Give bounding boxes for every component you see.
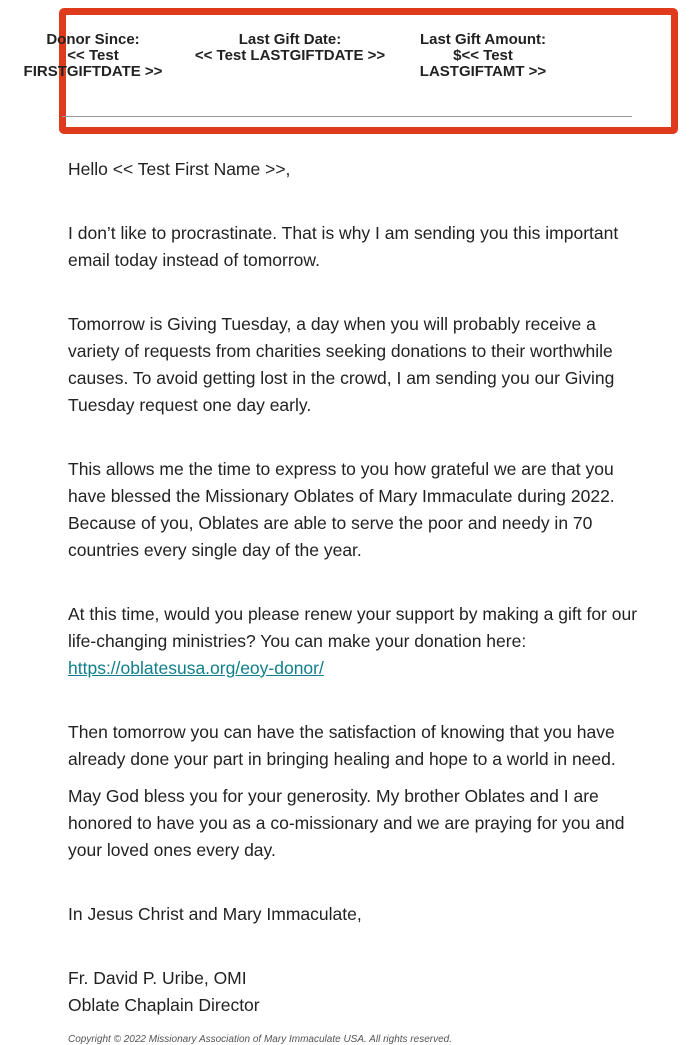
signature-block xyxy=(68,965,638,1019)
donation-link[interactable]: https://oblatesusa.org/eoy-donor/ xyxy=(68,658,324,678)
paragraph-4-text: At this time, would you please renew your support by making a gift for our life-changing ministries? You can make your donation here: xyxy=(68,604,638,651)
header-divider xyxy=(62,116,632,117)
signer-title: Oblate Chaplain Director xyxy=(68,995,260,1015)
donor-since-value: << Test FIRSTGIFTDATE >> xyxy=(23,47,163,80)
last-gift-amount-label: Last Gift Amount: xyxy=(419,31,547,48)
closing: In Jesus Christ and Mary Immaculate, xyxy=(68,904,362,924)
last-gift-date-value: << Test LASTGIFTDATE >> xyxy=(194,47,386,64)
greeting: Hello << Test First Name >>, xyxy=(68,159,291,179)
last-gift-amount-value: $<< Test LASTGIFTAMT >> xyxy=(419,47,547,80)
paragraph-5: Then tomorrow you can have the satisfaction of knowing that you have already done your part in bringing healing and hope to a world in need. xyxy=(68,722,616,769)
paragraph-3: This allows me the time to express to you how grateful we are that you have blessed the Missionary Oblates of Mary Immaculate during 2022. Because of you, Oblates are able to serve the poor and needy in 70 countries every single day of the year. xyxy=(68,459,615,560)
last-gift-date-label: Last Gift Date: xyxy=(238,31,342,48)
paragraph-6: May God bless you for your generosity. My brother Oblates and I are honored to have you as a co-missionary and we are praying for you and your loved ones every day. xyxy=(68,786,625,860)
letter-body xyxy=(68,156,638,1019)
copyright-notice: Copyright © 2022 Missionary Association of Mary Immaculate USA. All rights reserved. xyxy=(68,1034,452,1045)
paragraph-4 xyxy=(68,601,638,682)
donor-since-field xyxy=(13,32,173,80)
last-gift-amount-field xyxy=(408,32,558,80)
donor-since-label: Donor Since: xyxy=(46,31,140,48)
paragraph-1: I don’t like to procrastinate. That is why I am sending you this important email today instead of tomorrow. xyxy=(68,223,619,270)
last-gift-date-field xyxy=(190,32,390,64)
signer-name: Fr. David P. Uribe, OMI xyxy=(68,968,247,988)
paragraph-2: Tomorrow is Giving Tuesday, a day when you will probably receive a variety of requests from charities seeking donations to their worthwhile causes. To avoid getting lost in the crowd, I am sending you our Giving Tuesday request one day early. xyxy=(68,314,615,415)
